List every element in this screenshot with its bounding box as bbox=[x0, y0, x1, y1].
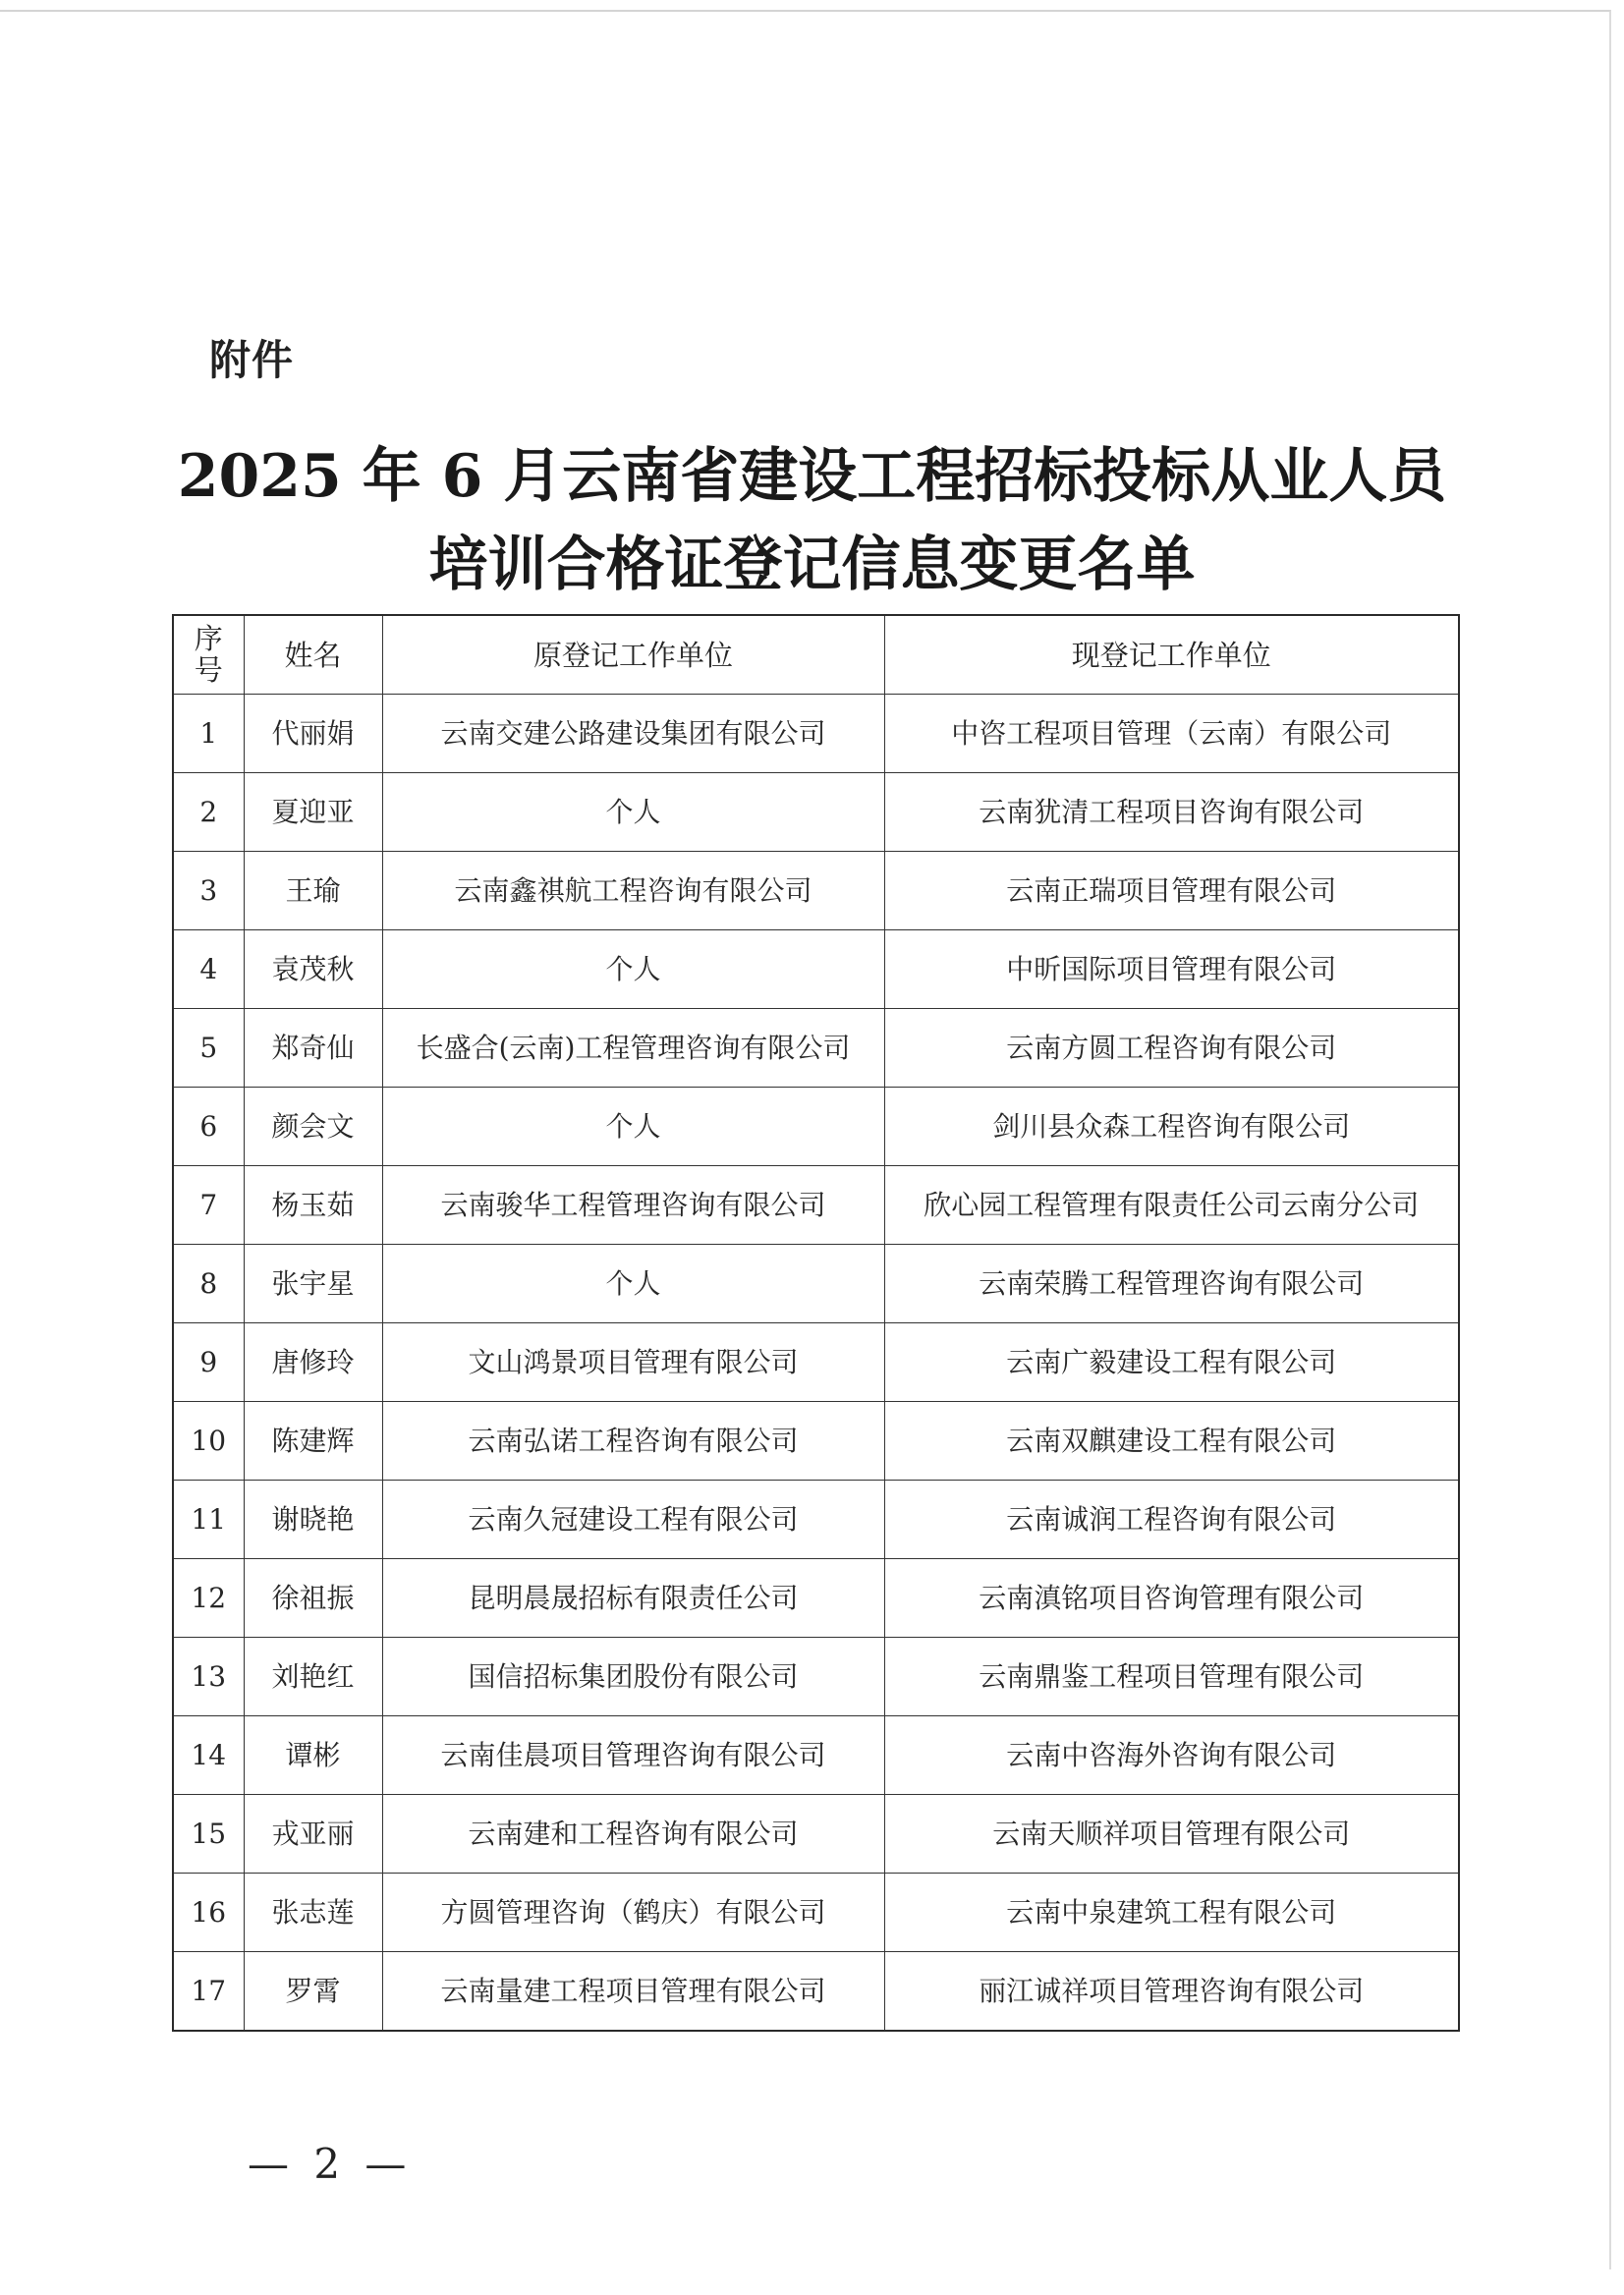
original-work-unit-cell: 云南量建工程项目管理有限公司 bbox=[382, 1952, 884, 2032]
row-number-cell: 15 bbox=[173, 1795, 244, 1874]
original-work-unit-cell: 云南骏华工程管理咨询有限公司 bbox=[382, 1166, 884, 1245]
header-current-unit: 现登记工作单位 bbox=[884, 615, 1459, 695]
table-row bbox=[173, 1874, 1459, 1952]
current-work-unit-cell: 中咨工程项目管理（云南）有限公司 bbox=[884, 695, 1459, 773]
person-name-cell: 陈建辉 bbox=[244, 1402, 382, 1481]
original-work-unit-cell: 昆明晨晟招标有限责任公司 bbox=[382, 1559, 884, 1638]
original-work-unit-cell: 国信招标集团股份有限公司 bbox=[382, 1638, 884, 1716]
row-number-cell: 13 bbox=[173, 1638, 244, 1716]
person-name-cell: 颜会文 bbox=[244, 1088, 382, 1166]
current-work-unit-cell: 云南广毅建设工程有限公司 bbox=[884, 1323, 1459, 1402]
table-row bbox=[173, 695, 1459, 773]
row-number-cell: 17 bbox=[173, 1952, 244, 2032]
table-header-row bbox=[173, 615, 1459, 695]
row-number-cell: 2 bbox=[173, 773, 244, 852]
original-work-unit-cell: 云南佳晨项目管理咨询有限公司 bbox=[382, 1716, 884, 1795]
row-number-cell: 10 bbox=[173, 1402, 244, 1481]
table-row bbox=[173, 1009, 1459, 1088]
current-work-unit-cell: 云南天顺祥项目管理有限公司 bbox=[884, 1795, 1459, 1874]
row-number-cell: 5 bbox=[173, 1009, 244, 1088]
person-name-cell: 戎亚丽 bbox=[244, 1795, 382, 1874]
table-row bbox=[173, 1166, 1459, 1245]
row-number-cell: 1 bbox=[173, 695, 244, 773]
change-list-table bbox=[172, 614, 1460, 2032]
row-number-cell: 11 bbox=[173, 1481, 244, 1559]
table-row bbox=[173, 1323, 1459, 1402]
row-number-cell: 16 bbox=[173, 1874, 244, 1952]
original-work-unit-cell: 云南鑫祺航工程咨询有限公司 bbox=[382, 852, 884, 930]
table-row bbox=[173, 1638, 1459, 1716]
row-number-cell: 3 bbox=[173, 852, 244, 930]
current-work-unit-cell: 云南犹清工程项目咨询有限公司 bbox=[884, 773, 1459, 852]
attachment-label: 附件 bbox=[209, 336, 295, 384]
row-number-cell: 8 bbox=[173, 1245, 244, 1323]
current-work-unit-cell: 云南正瑞项目管理有限公司 bbox=[884, 852, 1459, 930]
current-work-unit-cell: 云南中泉建筑工程有限公司 bbox=[884, 1874, 1459, 1952]
header-serial-number-label: 序号 bbox=[194, 621, 223, 687]
header-serial-number bbox=[173, 615, 244, 695]
current-work-unit-cell: 云南滇铭项目咨询管理有限公司 bbox=[884, 1559, 1459, 1638]
original-work-unit-cell: 文山鸿景项目管理有限公司 bbox=[382, 1323, 884, 1402]
original-work-unit-cell: 个人 bbox=[382, 1088, 884, 1166]
original-work-unit-cell: 个人 bbox=[382, 930, 884, 1009]
current-work-unit-cell: 云南双麒建设工程有限公司 bbox=[884, 1402, 1459, 1481]
table-header bbox=[173, 615, 1459, 695]
title-line-1: 2025 年 6 月云南省建设工程招标投标从业人员 bbox=[177, 442, 1447, 511]
header-original-unit: 原登记工作单位 bbox=[382, 615, 884, 695]
person-name-cell: 郑奇仙 bbox=[244, 1009, 382, 1088]
row-number-cell: 14 bbox=[173, 1716, 244, 1795]
current-work-unit-cell: 云南中咨海外咨询有限公司 bbox=[884, 1716, 1459, 1795]
table-body bbox=[173, 695, 1459, 2032]
current-work-unit-cell: 云南鼎鉴工程项目管理有限公司 bbox=[884, 1638, 1459, 1716]
original-work-unit-cell: 方圆管理咨询（鹤庆）有限公司 bbox=[382, 1874, 884, 1952]
current-work-unit-cell: 云南诚润工程咨询有限公司 bbox=[884, 1481, 1459, 1559]
original-work-unit-cell: 云南交建公路建设集团有限公司 bbox=[382, 695, 884, 773]
person-name-cell: 张宇星 bbox=[244, 1245, 382, 1323]
person-name-cell: 谢晓艳 bbox=[244, 1481, 382, 1559]
row-number-cell: 9 bbox=[173, 1323, 244, 1402]
page-number: — 2 — bbox=[248, 2140, 413, 2188]
current-work-unit-cell: 中昕国际项目管理有限公司 bbox=[884, 930, 1459, 1009]
document-title bbox=[0, 432, 1624, 609]
person-name-cell: 代丽娟 bbox=[244, 695, 382, 773]
table-row bbox=[173, 1559, 1459, 1638]
table-row bbox=[173, 1481, 1459, 1559]
person-name-cell: 刘艳红 bbox=[244, 1638, 382, 1716]
original-work-unit-cell: 长盛合(云南)工程管理咨询有限公司 bbox=[382, 1009, 884, 1088]
person-name-cell: 王瑜 bbox=[244, 852, 382, 930]
original-work-unit-cell: 个人 bbox=[382, 773, 884, 852]
person-name-cell: 袁茂秋 bbox=[244, 930, 382, 1009]
person-name-cell: 徐祖振 bbox=[244, 1559, 382, 1638]
person-name-cell: 谭彬 bbox=[244, 1716, 382, 1795]
table-row bbox=[173, 852, 1459, 930]
person-name-cell: 夏迎亚 bbox=[244, 773, 382, 852]
original-work-unit-cell: 云南弘诺工程咨询有限公司 bbox=[382, 1402, 884, 1481]
current-work-unit-cell: 云南荣腾工程管理咨询有限公司 bbox=[884, 1245, 1459, 1323]
current-work-unit-cell: 剑川县众森工程咨询有限公司 bbox=[884, 1088, 1459, 1166]
person-name-cell: 唐修玲 bbox=[244, 1323, 382, 1402]
table-row bbox=[173, 1952, 1459, 2032]
table-row bbox=[173, 1402, 1459, 1481]
table-row bbox=[173, 1795, 1459, 1874]
current-work-unit-cell: 丽江诚祥项目管理咨询有限公司 bbox=[884, 1952, 1459, 2032]
current-work-unit-cell: 云南方圆工程咨询有限公司 bbox=[884, 1009, 1459, 1088]
current-work-unit-cell: 欣心园工程管理有限责任公司云南分公司 bbox=[884, 1166, 1459, 1245]
table-row bbox=[173, 1245, 1459, 1323]
row-number-cell: 12 bbox=[173, 1559, 244, 1638]
row-number-cell: 6 bbox=[173, 1088, 244, 1166]
person-name-cell: 罗霄 bbox=[244, 1952, 382, 2032]
table-row bbox=[173, 930, 1459, 1009]
original-work-unit-cell: 云南久冠建设工程有限公司 bbox=[382, 1481, 884, 1559]
row-number-cell: 7 bbox=[173, 1166, 244, 1245]
title-line-2: 培训合格证登记信息变更名单 bbox=[428, 531, 1196, 599]
person-name-cell: 张志莲 bbox=[244, 1874, 382, 1952]
table-row bbox=[173, 1088, 1459, 1166]
table-row bbox=[173, 773, 1459, 852]
header-name: 姓名 bbox=[244, 615, 382, 695]
original-work-unit-cell: 云南建和工程咨询有限公司 bbox=[382, 1795, 884, 1874]
person-name-cell: 杨玉茹 bbox=[244, 1166, 382, 1245]
table-row bbox=[173, 1716, 1459, 1795]
row-number-cell: 4 bbox=[173, 930, 244, 1009]
original-work-unit-cell: 个人 bbox=[382, 1245, 884, 1323]
